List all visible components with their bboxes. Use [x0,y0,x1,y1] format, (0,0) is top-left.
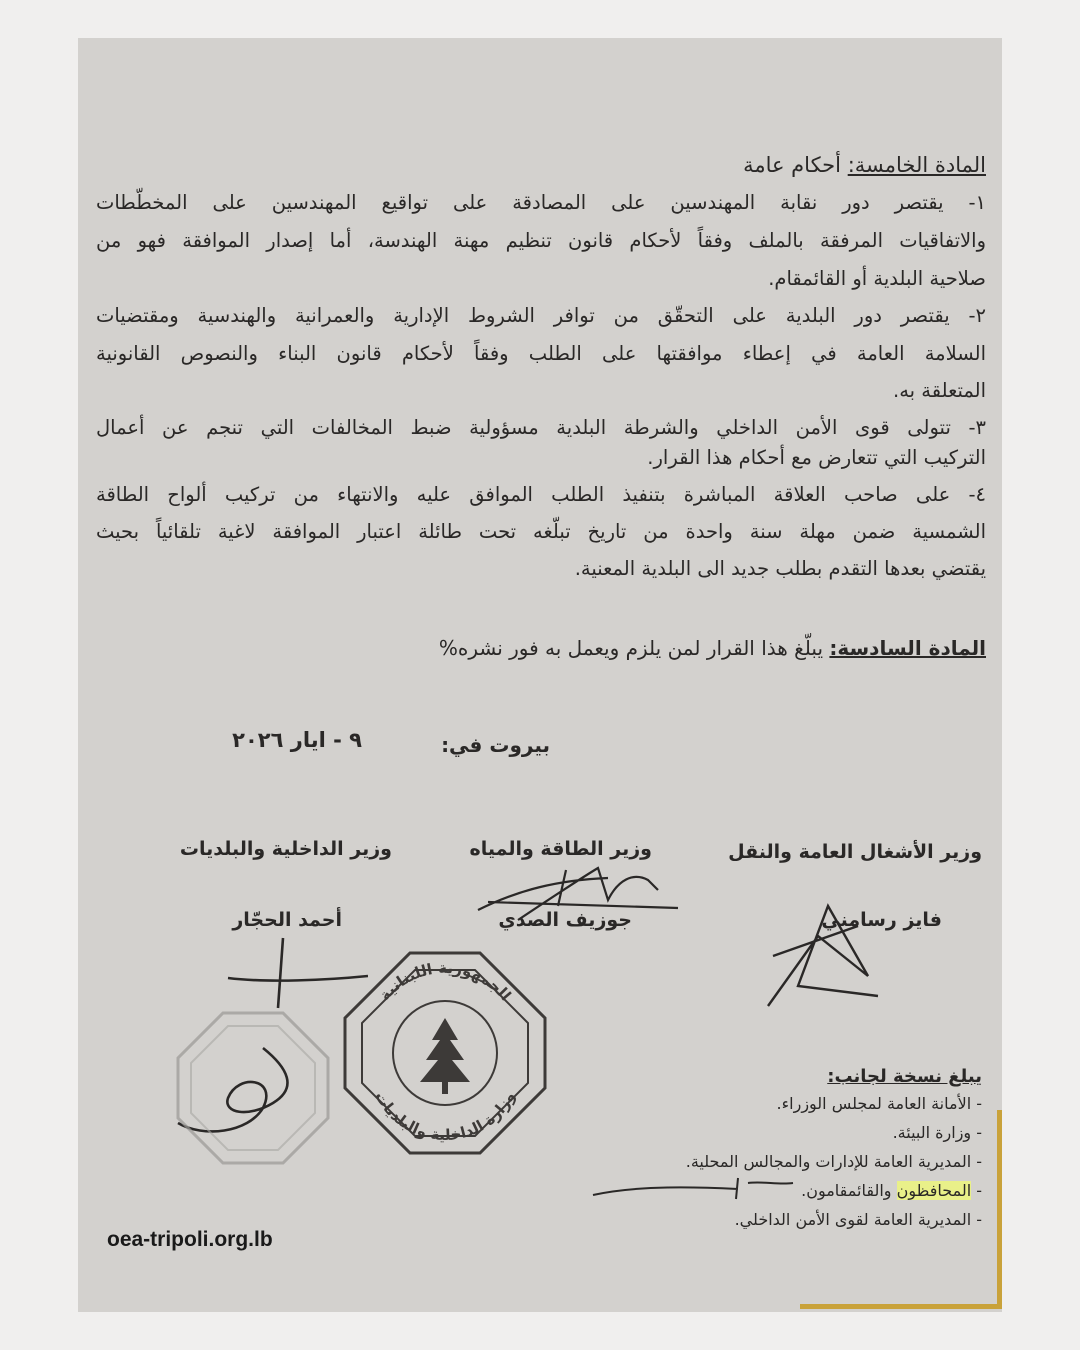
minister-name-energy: جوزيف الصدي [498,909,632,931]
article5-line: ٢- يقتصر دور البلدية على التحقّق من توافر الشروط الإدارية والعمرانية والهندسية ومقتضيات [96,304,986,327]
distribution-heading-text: يبلغ نسخة لجانب: [827,1066,982,1087]
distribution-item: - المديرية العامة لقوى الأمن الداخلي. [734,1210,982,1229]
minister-name-public-works: فايز رسامني [821,909,942,931]
distribution-heading [827,1068,982,1086]
distribution-item: - المحافظون والقائمقامون. [801,1181,982,1200]
article6-heading-key: المادة السادسة: [829,636,986,660]
article5-heading-title: أحكام عامة [743,153,841,177]
article6 [439,638,986,658]
signature-public-works [758,896,888,1016]
initial-scribble [588,1173,798,1203]
article6-text: يبلّغ هذا القرار لمن يلزم ويعمل به فور نشره% [438,636,824,660]
article5-line: المتعلقة به. [893,379,986,402]
gold-corner-bottom-v [997,1110,1002,1309]
seal-text-bottom: وزارة الداخلية والبلديات [371,1088,519,1145]
article5-line: ٣- تتولى قوى الأمن الداخلي والشرطة البلدية مسؤولية ضبط المخالفات التي تنجم عن أعمال [96,416,986,439]
highlighted-word: المحافظون [896,1181,972,1200]
article5-line: ١- يقتصر دور نقابة المهندسين على المصادقة على تواقيع المهندسين على المخطّطات [96,191,986,214]
article5-line: التركيب التي تتعارض مع أحكام هذا القرار. [647,446,986,469]
article5-line: ٤- على صاحب العلاقة المباشرة بتنفيذ الطلب الموافق عليه والانتهاء من تركيب ألواح الطاقة [96,483,986,506]
seal-text-top: الجمهورية اللبنانية [375,958,515,1005]
article5-line: يقتضي بعدها التقدم بطلب جديد الى البلدية المعنية. [574,557,986,580]
decree-page [78,38,1002,1312]
article5-line: صلاحية البلدية أو القائمقام. [768,267,986,290]
minister-title-interior: وزير الداخلية والبلديات [179,838,392,860]
signature-energy [458,860,688,940]
article5-line: والاتفاقيات المرفقة بالملف وفقاً لأحكام قانون تنظيم مهنة الهندسة، أما إصدار الموافقة فهو من [96,229,986,252]
document-photo [78,38,1002,1312]
website-watermark: oea-tripoli.org.lb [107,1228,273,1251]
article5-line: السلامة العامة في إعطاء موافقتها على الطلب وفقاً لأحكام قانون البناء والنصوص القانونية [96,342,986,365]
distribution-item: - المديرية العامة للإدارات والمجالس المحلية. [685,1152,982,1171]
minister-title-public-works: وزير الأشغال العامة والنقل [728,841,982,863]
distribution-item: - الأمانة العامة لمجلس الوزراء. [776,1094,982,1113]
minister-name-interior: أحمد الحجّار [232,909,342,931]
minister-title-energy: وزير الطاقة والمياه [469,838,652,860]
distribution-item: - وزارة البيئة. [892,1123,982,1142]
article5-line: الشمسية ضمن مهلة سنة واحدة من تاريخ تبلّغه تحت طائلة اعتبار الموافقة لاغية تلقائياً بحيث [96,520,986,543]
article5-heading-key: المادة الخامسة: [847,153,986,177]
article5-heading [743,155,986,176]
ministry-seal [340,948,550,1158]
faded-stamp [173,1008,333,1168]
date-label: بيروت في: [441,733,550,757]
gold-corner-bottom-h [800,1304,1002,1309]
date-value: ٩ - ايار ٢٠٢٦ [232,728,362,752]
